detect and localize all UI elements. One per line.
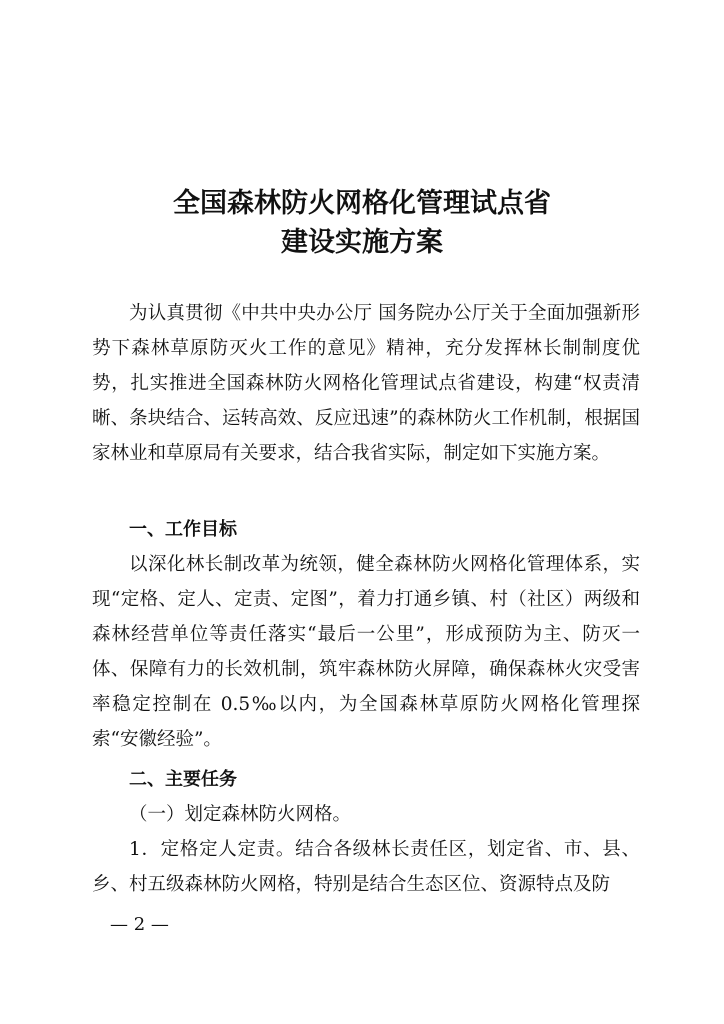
document-title-line-2: 建设实施方案	[281, 227, 443, 258]
paragraph-intro: 为认真贯彻《中共中央办公厅 国务院办公厅关于全面加强新形势下森林草原防灭火工作的意见》精神，充分发挥林长制制度优势，扎实推进全国森林防火网格化管理试点省建设，构建“权责清晰、条块结合、运转高效、反应迅速”的森林防火工作机制，根据国家林业和草原局有关要求，结合我省实际，制定如下实施方案。	[92, 303, 640, 464]
document-title-line-1: 全国森林防火网格化管理试点省	[173, 188, 551, 219]
section-heading-work-goals: 一、工作目标	[129, 519, 237, 540]
page-number: — 2 —	[110, 914, 169, 935]
section-heading-main-tasks: 二、主要任务	[129, 769, 237, 790]
paragraph-grid-assignment: 1．定格定人定责。结合各级林长责任区，划定省、市、县、乡、村五级森林防火网格，特别是结合生态区位、资源特点及防	[92, 839, 640, 895]
paragraph-work-goals: 以深化林长制改革为统领，健全森林防火网格化管理体系，实现“定格、定人、定责、定图”，着力打通乡镇、村（社区）两级和森林经营单位等责任落实“最后一公里”，形成预防为主、防灭一体、保障有力的长效机制，筑牢森林防火屏障，确保森林火灾受害率稳定控制在 0.5‰以内，为全国森林草原防火网格化管理探索“安徽经验”。	[92, 554, 640, 750]
subsection-heading-grid: （一）划定森林防火网格。	[129, 804, 352, 825]
